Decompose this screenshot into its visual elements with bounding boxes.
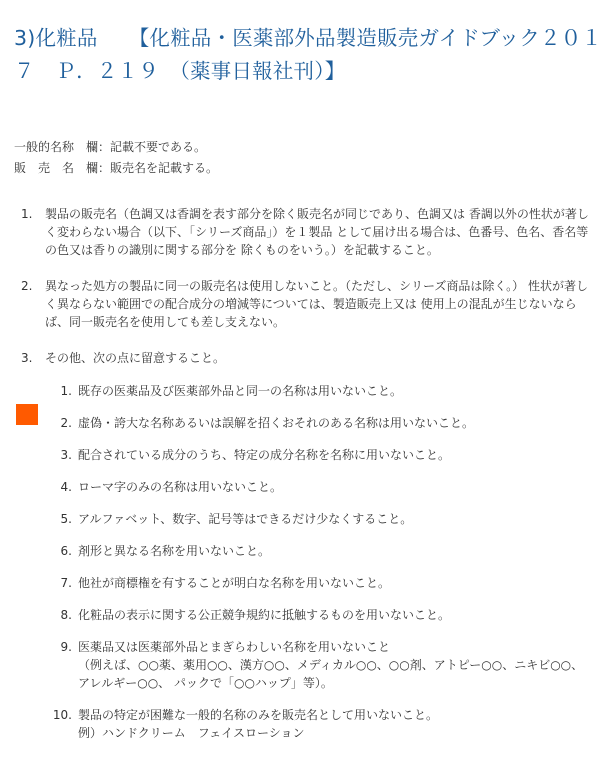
sub-rule-text: 医薬品又は医薬部外品とまぎらわしい名称を用いないこと bbox=[78, 640, 391, 654]
sub-rules-list bbox=[0, 382, 613, 742]
rule-text: 製品の販売名（色調又は香調を表す部分を除く販売名が同じであり、色調又は 香調以外の性状が著しく変わらない場合（以下、「シリーズ商品」）を１製品 として届け出る場合は、色番号、色名、香名等の色又は香りの識別に関する部分を 除くものをいう。）を記載すること。 bbox=[45, 207, 589, 257]
rule-number: 3. bbox=[21, 351, 33, 365]
rule-item bbox=[0, 349, 613, 367]
sub-rule-item bbox=[0, 478, 613, 496]
rule-number: 1. bbox=[21, 207, 33, 221]
rules-list bbox=[0, 205, 613, 756]
sub-rule-number: 4. bbox=[60, 480, 72, 494]
sub-rule-item bbox=[0, 414, 613, 432]
sub-rule-item bbox=[0, 606, 613, 624]
sub-rule-text: ローマ字のみの名称は用いないこと。 bbox=[78, 480, 283, 494]
sub-rule-number: 6. bbox=[60, 544, 72, 558]
sub-rule-example: （例えば、○○薬、薬用○○、漢方○○、メディカル○○、○○剤、アトピー○○、ニキビ○○、アレルギー○○、 パックで「○○ハップ」等）。 bbox=[78, 658, 584, 690]
rule-text: 異なった処方の製品に同一の販売名は使用しないこと。（ただし、シリーズ商品は除く。） 性状が著しく異ならない範囲での配合成分の増減等については、製造販売上又は 使用上の混乱が生じないならば、同一販売名を使用しても差し支えない。 bbox=[45, 279, 588, 329]
sub-rule-item bbox=[0, 574, 613, 592]
rule-text: その他、次の点に留意すること。 bbox=[45, 351, 226, 365]
field-notes bbox=[14, 137, 218, 179]
sub-rule-item bbox=[0, 706, 613, 742]
sub-rule-text: 配合されている成分のうち、特定の成分名称を名称に用いないこと。 bbox=[78, 448, 451, 462]
sub-rule-text: 虚偽・誇大な名称あるいは誤解を招くおそれのある名称は用いないこと。 bbox=[78, 416, 475, 430]
sub-rule-number: 3. bbox=[60, 448, 72, 462]
sub-rule-number: 5. bbox=[60, 512, 72, 526]
sub-rule-number: 7. bbox=[60, 576, 72, 590]
sub-rule-text: アルファベット、数字、記号等はできるだけ少なくすること。 bbox=[78, 512, 413, 526]
sub-rule-example: 例）ハンドクリーム フェイスローション bbox=[78, 726, 305, 740]
field-note-generic-name: 一般的名称 欄：記載不要である。 bbox=[14, 140, 207, 154]
sub-rule-text: 他社が商標権を有することが明白な名称を用いないこと。 bbox=[78, 576, 391, 590]
rule-item bbox=[0, 277, 613, 331]
sub-rule-number: 9. bbox=[60, 640, 72, 654]
sub-rule-text: 剤形と異なる名称を用いないこと。 bbox=[78, 544, 271, 558]
sub-rule-text: 化粧品の表示に関する公正競争規約に抵触するものを用いないこと。 bbox=[78, 608, 451, 622]
sub-rule-item bbox=[0, 638, 613, 692]
field-note-brand-name: 販 売 名 欄：販売名を記載する。 bbox=[14, 161, 219, 175]
sub-rule-text: 製品の特定が困難な一般的名称のみを販売名として用いないこと。 bbox=[78, 708, 439, 722]
sub-rule-number: 8. bbox=[60, 608, 72, 622]
sub-rule-number: 1. bbox=[60, 384, 72, 398]
rule-number: 2. bbox=[21, 279, 33, 293]
sub-rule-number: 2. bbox=[60, 416, 72, 430]
sub-rule-item bbox=[0, 510, 613, 528]
sub-rule-text: 既存の医薬品及び医薬部外品と同一の名称は用いないこと。 bbox=[78, 384, 403, 398]
sub-rule-number: 10. bbox=[52, 708, 72, 722]
page-title: 3)化粧品 【化粧品・医薬部外品製造販売ガイドブック２０１７ Ｐ．２１９ （薬事日報社刊）】 bbox=[14, 26, 603, 83]
sub-rule-item bbox=[0, 542, 613, 560]
sub-rule-item bbox=[0, 446, 613, 464]
sub-rule-item bbox=[0, 382, 613, 400]
rule-item bbox=[0, 205, 613, 259]
